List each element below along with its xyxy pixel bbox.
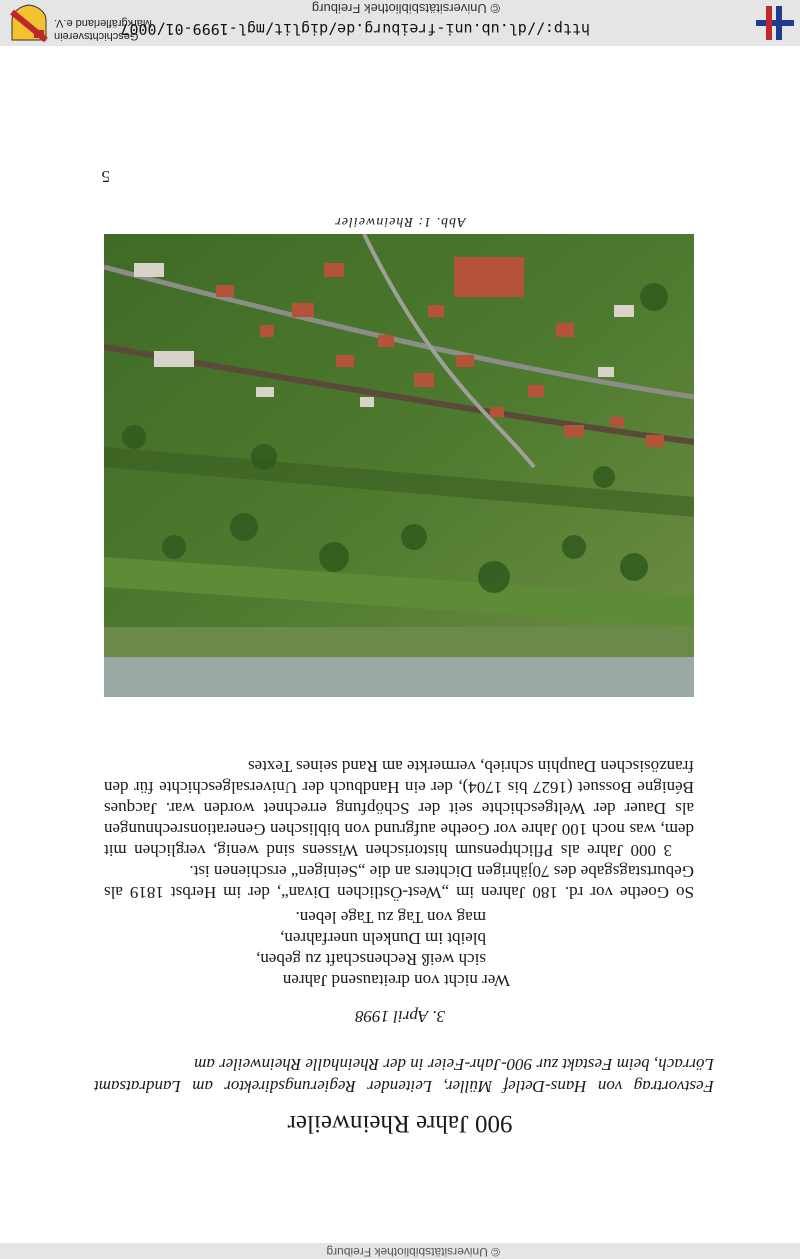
paragraph: 3 000 Jahre als Pflichtpensum historischen Wissens sind wenig, verglichen mit dem, was noch 100 Jahre vor Goethe aufgrund von biblischen Generationsrechnungen als Dauer der Weltgeschichte seit der Schöpfung errechnet worden war. Jacques Bénigne Bossuet (1627 bis 1704), der ein Handbuch der Universalgeschichte für den französischen Dauphin schrieb, vermerkte am Rand seines Textes	[104, 757, 694, 860]
subtitle: Festvortrag von Hans-Detlef Müller, Leitender Regierungsdirektor am Landratsamt Lörrach, beim Festakt zur 900-Jahr-Feier in der Rheinhalle Rheinweiler am	[94, 1055, 714, 1096]
poem-line: sich weiß Rechenschaft zu geben,	[256, 950, 486, 969]
society-line: Markgräflerland e.V.	[54, 17, 153, 29]
paragraph: So Goethe vor rd. 180 Jahren im „West-Östlichen Divan“, der im Herbst 1819 als Geburtstagsgabe des 70jährigen Dichters an die „Seinigen“ erschienen ist.	[104, 862, 694, 902]
figure-caption: Abb. 1: Rheinweiler	[334, 214, 466, 229]
strip-copyright: © Universitätsbibliothek Freiburg	[326, 1245, 500, 1259]
footer-copyright: © Universitätsbibliothek Freiburg	[311, 1, 500, 16]
document-url[interactable]: http://dl.ub.uni-freiburg.de/diglit/mgl-1999-01/0007	[120, 20, 590, 38]
coat-of-arms-icon	[10, 4, 48, 42]
society-line: Geschichtsverein	[54, 30, 139, 42]
aerial-photo-illustration	[104, 234, 694, 697]
page-title: 900 Jahre Rheinweiler	[287, 1110, 513, 1137]
poem-line: mag von Tag zu Tage leben.	[295, 908, 486, 927]
page-number: 5	[101, 167, 110, 186]
goethe-poem	[256, 907, 510, 991]
footer-band	[0, 0, 800, 46]
society-name	[54, 16, 154, 42]
body-text	[104, 756, 694, 903]
poem-line: bleibt im Dunkeln unerfahren,	[280, 929, 486, 948]
aerial-photo-rheinweiler	[104, 234, 694, 697]
poem-line: Wer nicht von dreitausend Jahren	[282, 971, 510, 990]
top-strip	[0, 1243, 800, 1259]
lecture-date: 3. April 1998	[355, 1007, 445, 1026]
ub-freiburg-logo-icon	[754, 2, 796, 44]
